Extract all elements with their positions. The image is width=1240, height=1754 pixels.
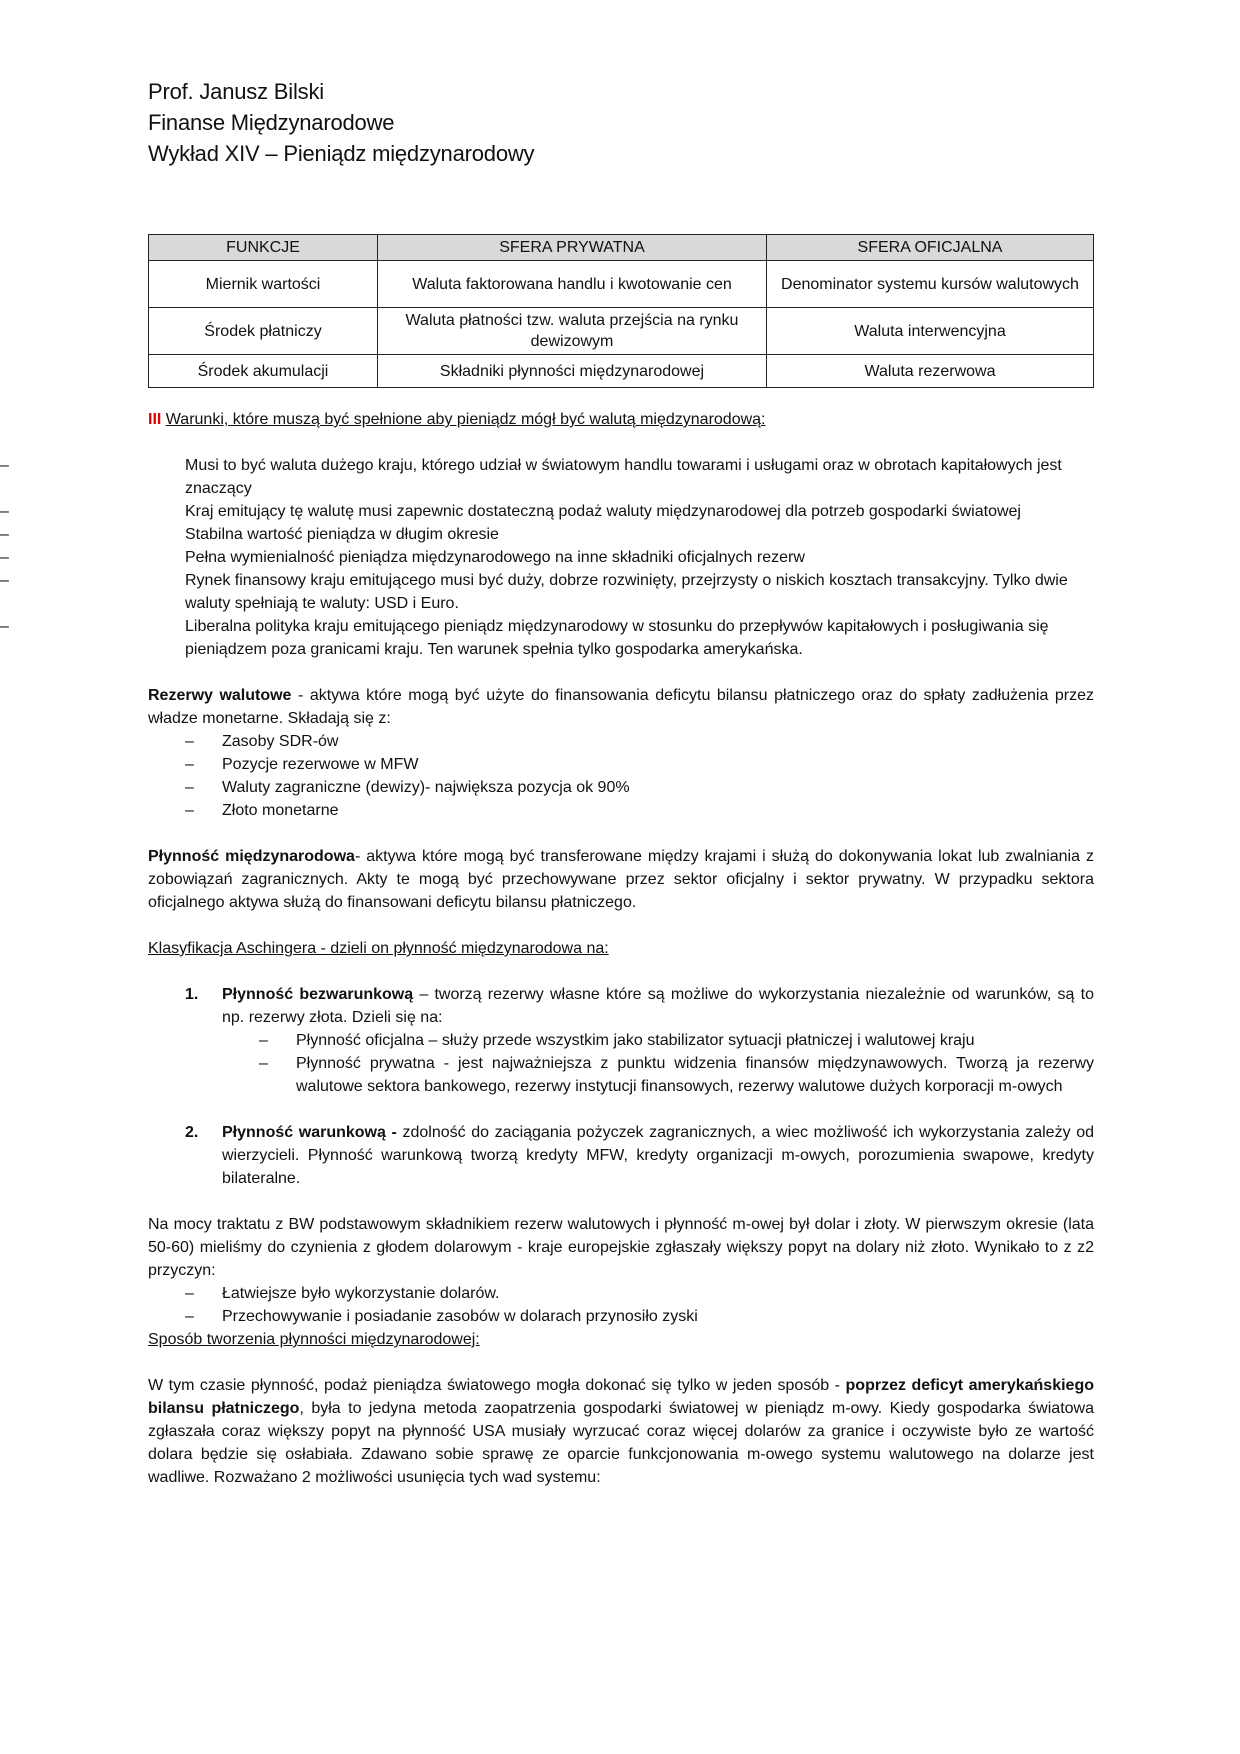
- sub-list: [259, 1029, 1094, 1098]
- creation-paragraph: [148, 1374, 1094, 1489]
- table-row: [149, 261, 1094, 308]
- item-term: Płynność bezwarunkową: [222, 986, 414, 1003]
- table-cell: Denominator systemu kursów walutowych: [767, 261, 1094, 308]
- item-text: zdolność do zaciągania pożyczek zagranicznych, a wiec możliwość ich wykorzystania zależy od wierzycieli. Płynność warunkową tworzą kredyty MFW, kredyty organizacji m-owych, porozumienia swapowe, kredyty bilateralne.: [222, 1124, 1095, 1187]
- creation-bold: poprzez deficyt amerykańskiego bilansu płatniczego: [148, 1377, 1094, 1417]
- list-item: – Stabilna wartość pieniądza w długim okresie: [0, 523, 1094, 546]
- document-header: [148, 76, 534, 169]
- table-header-cell: SFERA PRYWATNA: [378, 235, 767, 261]
- creation-heading: Sposób tworzenia płynności międzynarodowej:: [148, 1331, 480, 1348]
- list-item: – Płynność prywatna - jest najważniejsza z punktu widzenia finansów międzynawowych. Tworzą ja rezerwy walutowe sektora bankowego, rezerwy instytucji finansowych, rezerwy walutowe dużych korporacji m-owych: [259, 1052, 1094, 1098]
- conditions-list: [0, 454, 1094, 661]
- list-item: – Przechowywanie i posiadanie zasobów w dolarach przynosiło zyski: [185, 1305, 1094, 1328]
- creation-text-before: W tym czasie płynność, podaż pieniądza światowego mogła dokonać się tylko w jeden sposób -: [148, 1377, 846, 1394]
- table-row: [149, 308, 1094, 355]
- bw-list: [185, 1282, 1094, 1328]
- item-term: Płynność warunkową -: [222, 1124, 397, 1141]
- table-cell: Miernik wartości: [149, 261, 378, 308]
- table-cell: Waluta faktorowana handlu i kwotowanie cen: [378, 261, 767, 308]
- list-item: – Waluty zagraniczne (dewizy)- największa pozycja ok 90%: [185, 776, 1094, 799]
- list-item: – Złoto monetarne: [185, 799, 1094, 822]
- reserves-term: Rezerwy walutowe: [148, 687, 292, 704]
- list-item: – Pozycje rezerwowe w MFW: [185, 753, 1094, 776]
- creation-text-after: , była to jedyna metoda zaopatrzenia gospodarki światowej w pieniądz m-owy. Kiedy gospodarka światowa zgłaszała coraz większy popyt na płynność USA musiały wyrzucać coraz więcej dolarów za granice i oczywiste było ze wartość dolara będzie się osłabiała. Zdawano sobie sprawę ze oparcie funkcjonowania m-owego systemu walutowego na dolarze jest wadliwe. Rozważano 2 możliwości usunięcia tych wad systemu:: [148, 1400, 1094, 1486]
- list-item: – Musi to być waluta dużego kraju, którego udział w światowym handlu towarami i usługami oraz w obrotach kapitałowych jest znaczący: [0, 454, 1094, 500]
- list-item: – Płynność oficjalna – służy przede wszystkim jako stabilizator sytuacji płatniczej i walutowej kraju: [259, 1029, 1094, 1052]
- list-item: – Rynek finansowy kraju emitującego musi być duży, dobrze rozwinięty, przejrzysty o niskich kosztach transakcyjny. Tylko dwie waluty spełniają te waluty: USD i Euro.: [0, 569, 1094, 615]
- reserves-paragraph: [148, 684, 1094, 730]
- course-title: Finanse Międzynarodowe: [148, 110, 395, 135]
- table-row: [149, 355, 1094, 388]
- list-item: – Kraj emitujący tę walutę musi zapewnic dostateczną podaż waluty międzynarodowej dla potrzeb gospodarki światowej: [0, 500, 1094, 523]
- liquidity-definition: - aktywa które mogą być transferowane między krajami i służą do dokonywania lokat lub zwalniania z zobowiązań zagranicznych. Akty te mogą być przechowywane przez sektor oficjalny i sektor prywatny. W przypadku sektora oficjalnego aktywa służą do finansowani deficytu bilansu płatniczego.: [148, 848, 1095, 911]
- conditions-heading: [148, 408, 1094, 431]
- list-item: [148, 983, 1094, 1098]
- liquidity-paragraph: [148, 845, 1094, 914]
- conditions-heading-text: Warunki, które muszą być spełnione aby pieniądz mógł być walutą międzynarodową:: [165, 411, 766, 428]
- bw-paragraph: Na mocy traktatu z BW podstawowym składnikiem rezerw walutowych i płynność m-owej był dolar i złoty. W pierwszym okresie (lata 50-60) mieliśmy do czynienia z głodem dolarowym - kraje europejskie zgłaszały większy popyt na dolary niż złoto. Wynikało to z z2 przyczyn:: [148, 1216, 1094, 1279]
- aschinger-heading: Klasyfikacja Aschingera - dzieli on płynność międzynarodowa na:: [148, 940, 609, 957]
- list-item: – Łatwiejsze było wykorzystanie dolarów.: [185, 1282, 1094, 1305]
- document-body: [148, 408, 1094, 1489]
- table-cell: Waluta rezerwowa: [767, 355, 1094, 388]
- item-number: 1.: [185, 986, 199, 1003]
- table-cell: Składniki płynności międzynarodowej: [378, 355, 767, 388]
- functions-table: [148, 234, 1094, 388]
- table-cell: Waluta interwencyjna: [767, 308, 1094, 355]
- table-header-row: [149, 235, 1094, 261]
- list-item: – Pełna wymienialność pieniądza międzynarodowego na inne składniki oficjalnych rezerw: [0, 546, 1094, 569]
- lecture-title: Wykład XIV – Pieniądz międzynarodowy: [148, 141, 535, 166]
- list-item: [148, 1121, 1094, 1190]
- reserves-definition: - aktywa które mogą być użyte do finansowania deficytu bilansu płatniczego oraz do spłaty zadłużenia przez władze monetarne. Składają się z:: [148, 687, 1095, 727]
- author-name: Prof. Janusz Bilski: [148, 79, 324, 104]
- list-item: – Liberalna polityka kraju emitującego pieniądz międzynarodowy w stosunku do przepływów kapitałowych i posługiwania się pieniądzem poza granicami kraju. Ten warunek spełnia tylko gospodarka amerykańska.: [0, 615, 1094, 661]
- reserves-list: [185, 730, 1094, 822]
- table-cell: Środek akumulacji: [149, 355, 378, 388]
- table-cell: Waluta płatności tzw. waluta przejścia na rynku dewizowym: [378, 308, 767, 355]
- aschinger-list: [148, 983, 1094, 1190]
- liquidity-term: Płynność międzynarodowa: [148, 848, 355, 865]
- item-text: – tworzą rezerwy własne które są możliwe do wykorzystania niezależnie od warunków, są to np. rezerwy złota. Dzieli się na:: [222, 986, 1094, 1026]
- list-item: – Zasoby SDR-ów: [185, 730, 1094, 753]
- item-number: 2.: [185, 1124, 199, 1141]
- table-header-cell: SFERA OFICJALNA: [767, 235, 1094, 261]
- table-cell: Środek płatniczy: [149, 308, 378, 355]
- section-marker: III: [148, 411, 162, 428]
- table-header-cell: FUNKCJE: [149, 235, 378, 261]
